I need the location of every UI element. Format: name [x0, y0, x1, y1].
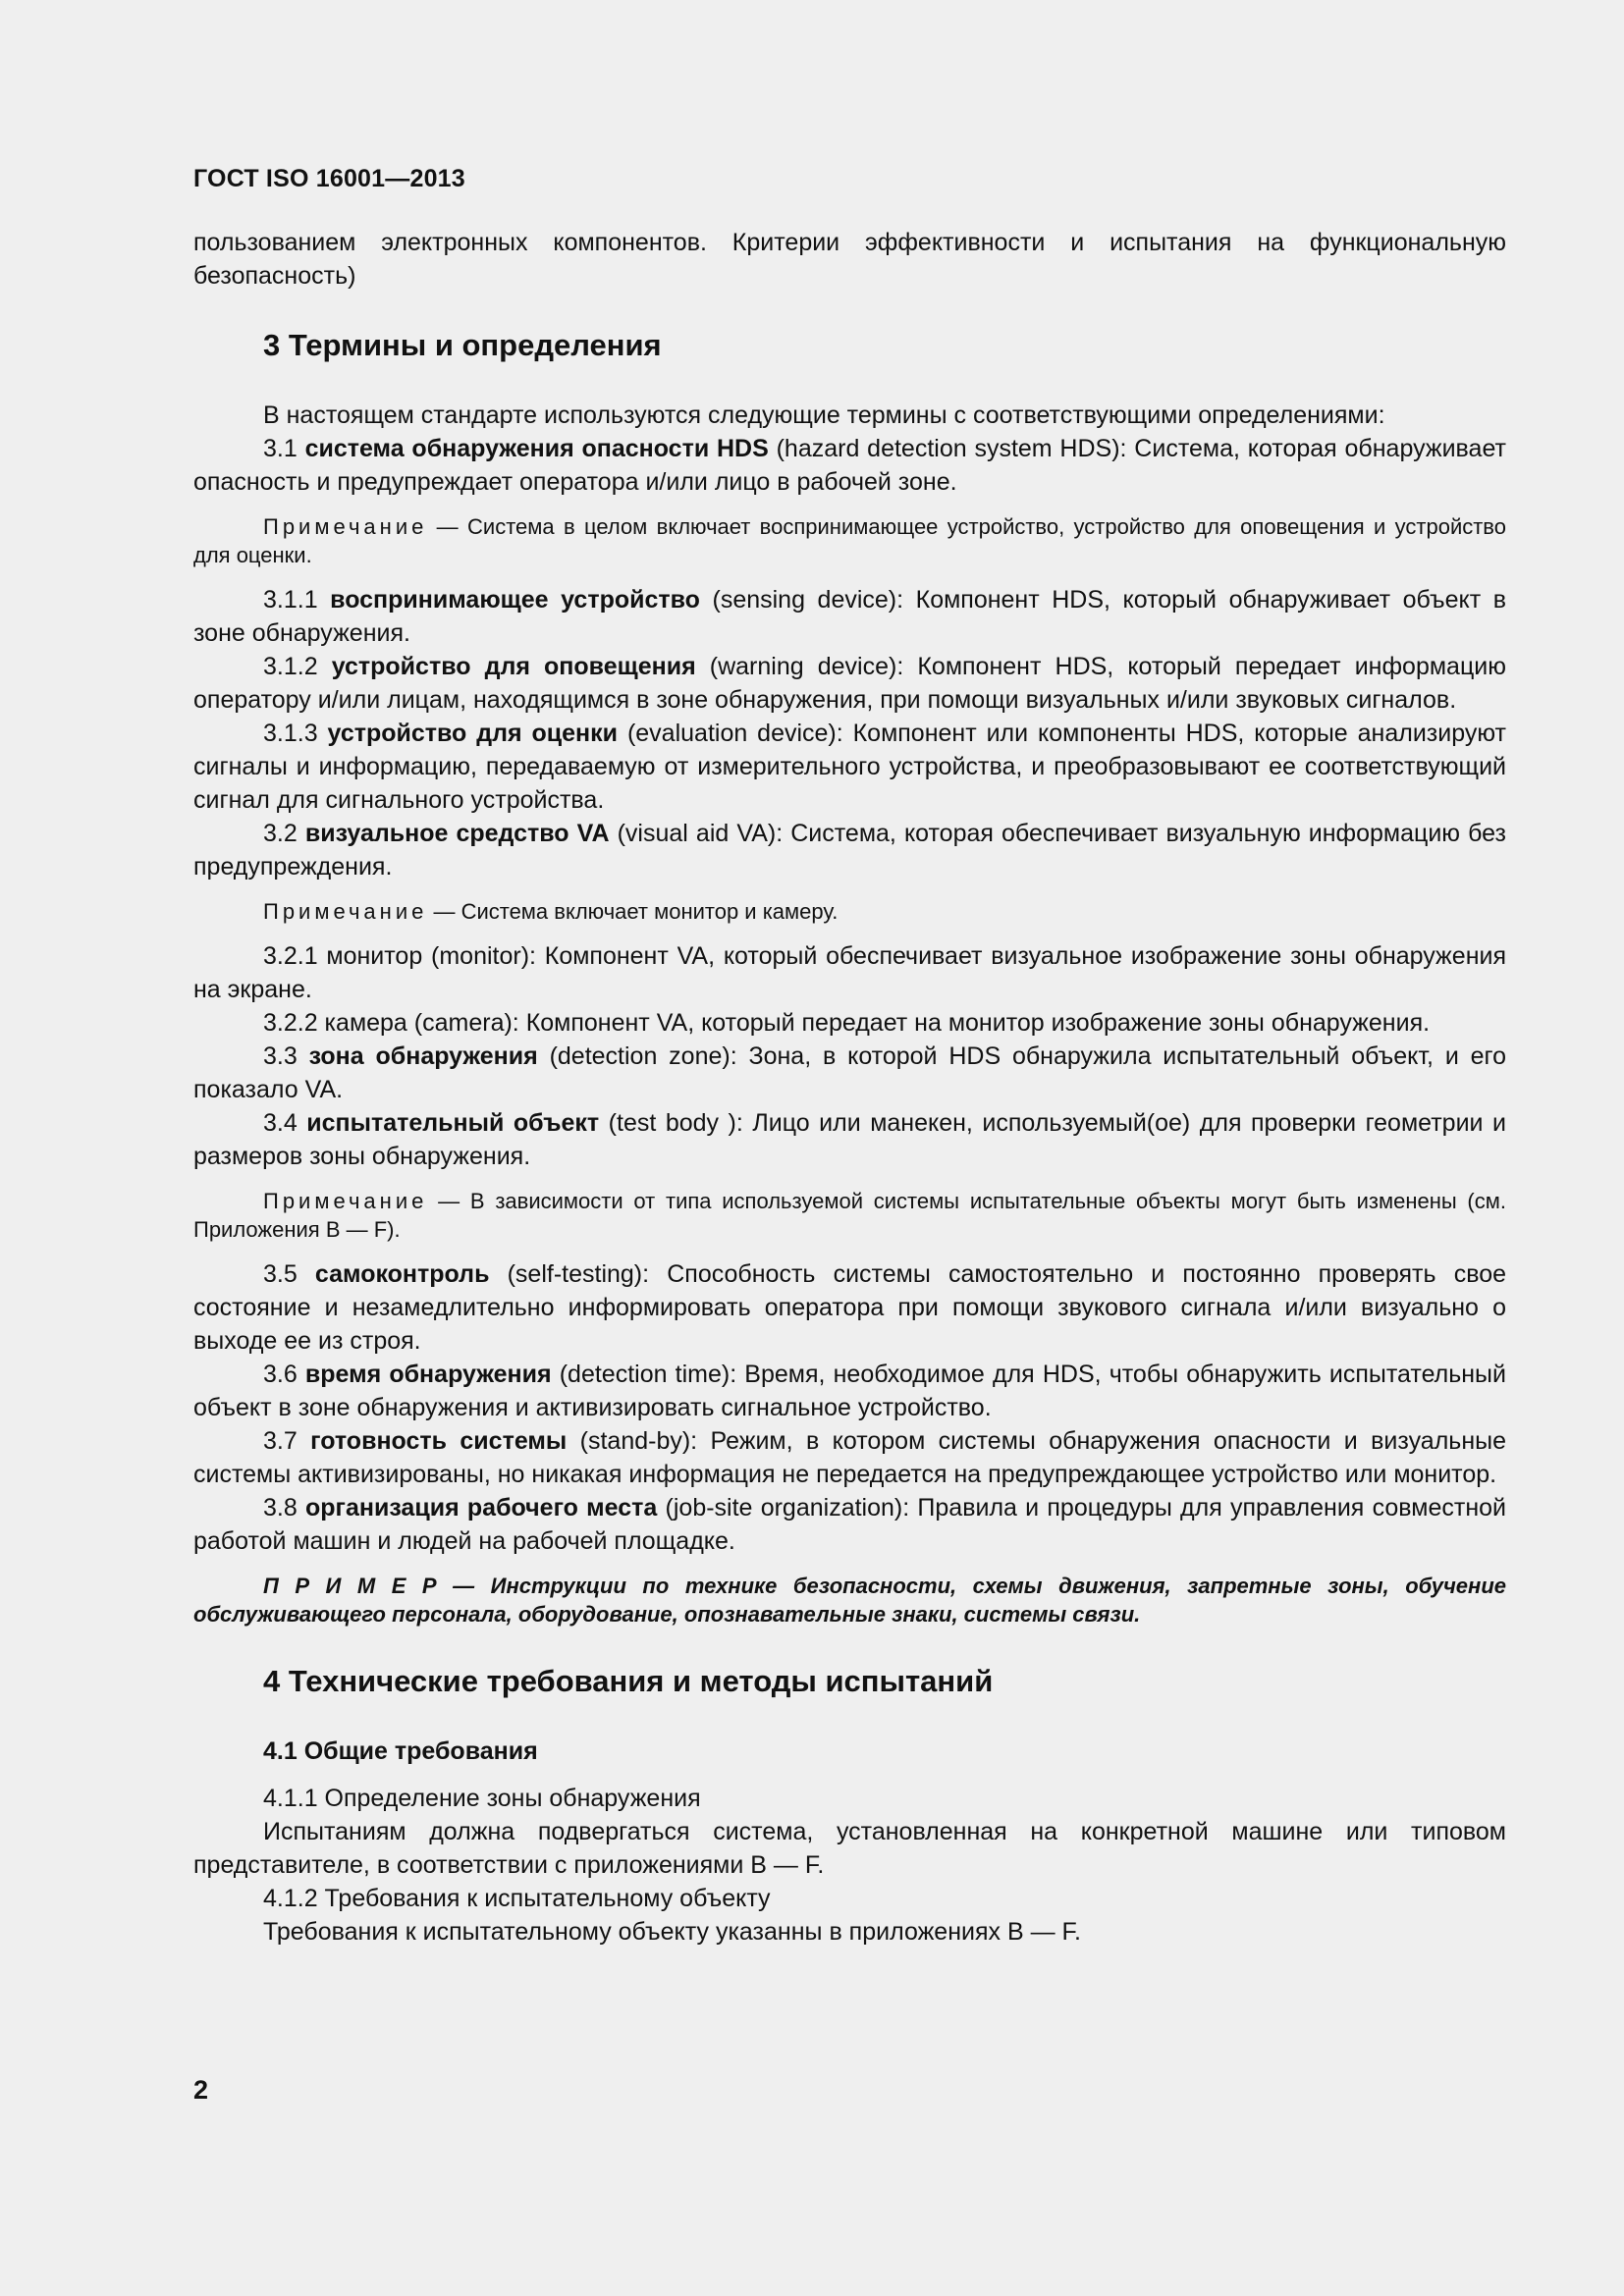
- term-3-2-1: 3.2.1 монитор (monitor): Компонент VA, который обеспечивает визуальное изображение зоны обнаружения на экране.: [193, 942, 1506, 1003]
- note-1: Примечание — Система в целом включает воспринимающее устройство, устройство для оповещения и устройство для оценки.: [193, 514, 1506, 567]
- clause-4-1-2-title: 4.1.2 Требования к испытательному объекту: [263, 1885, 771, 1912]
- term-3-7: 3.7 готовность системы (stand-by): Режим, в котором системы обнаружения опасности и визуальные системы активизированы, но никакая информация не передается на предупреждающее устройство или монитор.: [193, 1427, 1506, 1488]
- term-3-8: 3.8 организация рабочего места (job-site organization): Правила и процедуры для управления совместной работой машин и людей на рабочей площадке.: [193, 1494, 1506, 1555]
- clause-4-1-1-title: 4.1.1 Определение зоны обнаружения: [263, 1785, 701, 1812]
- term-3-3: 3.3 зона обнаружения (detection zone): Зона, в которой HDS обнаружила испытательный объект, и его показало VA.: [193, 1042, 1506, 1103]
- clause-4-1-2-text: Требования к испытательному объекту указанны в приложениях B — F.: [263, 1918, 1081, 1946]
- term-3-1-2: 3.1.2 устройство для оповещения (warning device): Компонент HDS, который передает информацию оператору и/или лицам, находящимся в зоне обнаружения, при помощи визуальных и/или звуковых сигналов.: [193, 653, 1506, 714]
- term-3-4: 3.4 испытательный объект (test body ): Лицо или манекен, используемый(ое) для проверки геометрии и размеров зоны обнаружения.: [193, 1109, 1506, 1170]
- term-3-5: 3.5 самоконтроль (self-testing): Способность системы самостоятельно и постоянно проверять свое состояние и незамедлительно информировать оператора при помощи звукового сигнала и/или визуально о выходе ее из строя.: [193, 1260, 1506, 1355]
- document-body: [193, 226, 1506, 1949]
- section-4-heading: 4 Технические требования и методы испытаний: [263, 1664, 994, 1698]
- page-number: 2: [193, 2075, 209, 2105]
- section-3-intro: В настоящем стандарте используются следующие термины с соответствующими определениями:: [263, 401, 1385, 429]
- term-3-6: 3.6 время обнаружения (detection time): Время, необходимое для HDS, чтобы обнаружить испытательный объект в зоне обнаружения и активизировать сигнальное устройство.: [193, 1361, 1506, 1421]
- term-3-2: 3.2 визуальное средство VA (visual aid VA): Система, которая обеспечивает визуальную информацию без предупреждения.: [193, 820, 1506, 881]
- note-3: Примечание — В зависимости от типа используемой системы испытательные объекты могут быть изменены (см. Приложения B — F).: [193, 1189, 1506, 1242]
- example-paragraph: П Р И М Е Р — Инструкции по технике безопасности, схемы движения, запретные зоны, обучение обслуживающего персонала, оборудование, опознавательные знаки, системы связи.: [193, 1574, 1506, 1627]
- continuation-paragraph: пользованием электронных компонентов. Критерии эффективности и испытания на функциональную безопасность): [193, 229, 1506, 290]
- term-3-2-2: 3.2.2 камера (camera): Компонент VA, который передает на монитор изображение зоны обнаружения.: [263, 1009, 1431, 1037]
- clause-4-1-1-text: Испытаниям должна подвергаться система, установленная на конкретной машине или типовом представителе, в соответствии с приложениями B — F.: [193, 1818, 1506, 1879]
- term-3-1-3: 3.1.3 устройство для оценки (evaluation device): Компонент или компоненты HDS, которые анализируют сигналы и информацию, передаваемую от измерительного устройства, и преобразовывают ее соответствующий сигнал для сигнального устройства.: [193, 720, 1506, 814]
- document-header: ГОСТ ISO 16001—2013: [193, 165, 465, 192]
- term-3-1-1: 3.1.1 воспринимающее устройство (sensing device): Компонент HDS, который обнаруживает объект в зоне обнаружения.: [193, 586, 1506, 647]
- section-3-heading: 3 Термины и определения: [263, 328, 662, 362]
- note-2: Примечание — Система включает монитор и камеру.: [263, 899, 839, 924]
- subsection-4-1-heading: 4.1 Общие требования: [263, 1737, 538, 1765]
- term-3-1: 3.1 система обнаружения опасности HDS (hazard detection system HDS): Система, которая обнаруживает опасность и предупреждает оператора и/или лицо в рабочей зоне.: [193, 435, 1506, 496]
